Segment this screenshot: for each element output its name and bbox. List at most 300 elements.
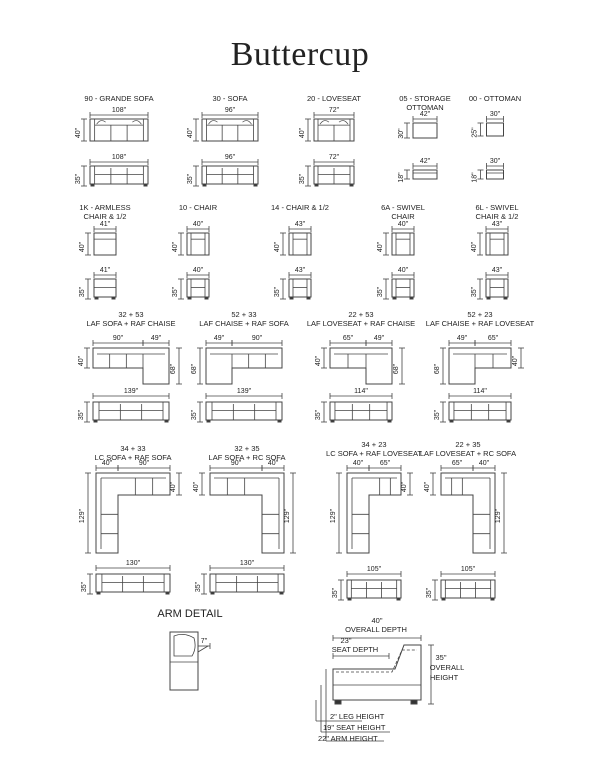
front-view [441, 580, 495, 600]
overall-depth-label: OVERALL DEPTH [345, 625, 407, 634]
piece-label: 52 + 23 [467, 310, 493, 319]
leg [350, 184, 353, 186]
leg-height-label: 2" LEG HEIGHT [330, 712, 385, 721]
piece-label: LAF LOVESEAT + RAF CHAISE [306, 319, 416, 328]
leg [112, 297, 115, 299]
dimension-label: 35" [75, 173, 82, 185]
depth-dimension [79, 279, 91, 299]
height-leaders [316, 669, 390, 743]
dimension-label: 90" [251, 335, 263, 342]
width-dimension [347, 460, 369, 471]
corner-sectional-4 [420, 440, 516, 600]
dimension-label: 40" [193, 481, 200, 493]
dimension-label: 129" [495, 508, 502, 524]
width-dimension [441, 566, 495, 577]
dimension-label: 42" [419, 158, 431, 165]
frame-outline [486, 279, 508, 297]
frame-outline [187, 233, 209, 255]
piece-label: 6L - SWIVEL [475, 203, 519, 212]
dimension-label: 68" [393, 363, 400, 375]
depth-dimension [471, 279, 483, 299]
leg [166, 592, 169, 594]
width-dimension [473, 460, 495, 471]
leg [165, 420, 168, 422]
top-view [330, 348, 392, 384]
front-view [210, 574, 284, 594]
piece-label: LAF CHAISE + RAF LOVESEAT [425, 319, 535, 328]
piece-label: 32 + 35 [234, 444, 260, 453]
front-view [486, 279, 508, 299]
dimension-label: 49" [373, 335, 385, 342]
piece-label: 30 - SOFA [212, 94, 248, 103]
frame-outline [94, 233, 116, 255]
depth-dimension [195, 574, 207, 594]
piece-label: 22 + 53 [348, 310, 374, 319]
depth-dimension [299, 166, 311, 186]
frame-outline [206, 402, 282, 420]
frame-outline [441, 580, 495, 598]
piece-label: 34 + 33 [120, 444, 146, 453]
dimension-label: 105" [460, 566, 476, 573]
dimension-label: 35" [78, 409, 85, 421]
dimension-label: 35" [187, 173, 194, 185]
dimension-label: 18" [398, 172, 405, 183]
front-view [314, 166, 354, 186]
front-view [392, 279, 414, 299]
depth-dimension [315, 402, 327, 422]
leg [144, 184, 147, 186]
dimension-label: 35" [426, 587, 433, 599]
piece-3 [299, 94, 361, 186]
front-view [96, 574, 170, 594]
seat-height-label: 19" SEAT HEIGHT [323, 723, 386, 732]
dimension-label: 40" [267, 460, 279, 467]
front-view [330, 402, 392, 422]
dimension-label: 68" [170, 363, 177, 375]
frame-outline [93, 348, 169, 384]
leg [504, 297, 507, 299]
top-view [90, 119, 148, 141]
dimension-label: 40" [352, 460, 364, 467]
dimension-label: 130" [239, 560, 255, 567]
frame-outline [347, 473, 401, 553]
dimension-label: 35" [299, 173, 306, 185]
width-dimension [90, 154, 148, 165]
top-view [314, 119, 354, 141]
depth-dimension [330, 473, 342, 553]
pillow [243, 121, 252, 125]
overall-height-label: HEIGHT [429, 673, 459, 682]
sectional-3 [307, 310, 415, 422]
front-view [289, 279, 311, 299]
dimension-label: 40" [377, 241, 384, 253]
piece-label: 10 - CHAIR [178, 203, 218, 212]
dimension-label: 40" [274, 241, 281, 253]
width-dimension [366, 335, 392, 346]
leg [290, 297, 293, 299]
seat-depth-label: SEAT DEPTH [331, 645, 379, 654]
dimension-label: 40" [401, 481, 408, 493]
corner-sectional-1 [79, 444, 182, 594]
depth-dimension [398, 170, 410, 183]
dimension-label: 42" [419, 111, 431, 118]
leg [411, 700, 417, 704]
frame-outline [210, 574, 284, 592]
top-view [96, 473, 170, 553]
piece-label: CHAIR [391, 212, 415, 221]
frame-outline [90, 119, 148, 141]
frame-outline [289, 233, 311, 255]
piece-10 [471, 203, 519, 299]
dimension-label: 43" [294, 267, 306, 274]
piece-label: OTTOMAN [406, 103, 444, 112]
dimension-label: 65" [379, 460, 391, 467]
width-dimension [347, 566, 401, 577]
frame-outline [289, 279, 311, 297]
dimension-label: 40" [397, 267, 409, 274]
width-dimension [206, 388, 282, 399]
depth-dimension [78, 348, 90, 368]
leg [442, 598, 445, 600]
front-view [94, 279, 116, 299]
depth-dimension [471, 233, 483, 255]
piece-label: 52 + 33 [231, 310, 257, 319]
frame-outline [486, 233, 508, 255]
piece-label: LAF LOVESEAT + RC SOFA [419, 449, 517, 458]
piece-label: 32 + 53 [118, 310, 144, 319]
dimension-label: 129" [284, 508, 291, 524]
leg [188, 297, 191, 299]
depth-dimension [191, 402, 203, 422]
pillow [320, 121, 329, 125]
piece-label: 90 - GRANDE SOFA [84, 94, 154, 103]
width-dimension [187, 267, 209, 278]
dimension-label: 90" [112, 335, 124, 342]
frame-outline [413, 123, 437, 138]
dimension-label: 18" [471, 172, 479, 183]
leg [203, 184, 206, 186]
dimension-label: 65" [451, 460, 463, 467]
dimension-label: 72" [328, 107, 340, 114]
frame-outline [93, 402, 169, 420]
depth-dimension [472, 123, 484, 138]
depth-dimension [78, 402, 90, 422]
frame-outline [330, 402, 392, 420]
piece-label: LC SOFA + RAF SOFA [94, 453, 172, 462]
leg [348, 598, 351, 600]
dimension-label: 90" [230, 460, 242, 467]
piece-label: 00 - OTTOMAN [468, 94, 522, 103]
width-dimension [413, 158, 437, 169]
frame-outline [392, 279, 414, 297]
depth-dimension [426, 580, 438, 600]
leg [97, 592, 100, 594]
width-dimension [486, 221, 508, 232]
front-view [90, 166, 148, 186]
sectional-2 [191, 310, 289, 422]
piece-8 [271, 203, 329, 299]
dimension-label: 65" [342, 335, 354, 342]
piece-label: CHAIR & 1/2 [83, 212, 127, 221]
piece-4 [398, 94, 451, 183]
front-view [487, 170, 504, 179]
dimension-label: 40" [172, 241, 179, 253]
depth-dimension [193, 473, 205, 495]
corner-sectional-3 [326, 440, 422, 600]
top-view [202, 119, 258, 141]
dimension-label: 105" [366, 566, 382, 573]
depth-dimension [424, 473, 436, 495]
frame-outline [206, 348, 282, 384]
front-view [449, 402, 511, 422]
dimension-label: 43" [294, 221, 306, 228]
dimension-label: 72" [328, 154, 340, 161]
width-dimension [487, 158, 504, 169]
overall-depth-value: 40" [371, 616, 383, 625]
leg [315, 184, 318, 186]
leg [95, 297, 98, 299]
frame-outline [449, 402, 511, 420]
leg [280, 592, 283, 594]
piece-label: 14 - CHAIR & 1/2 [271, 203, 329, 212]
leg [450, 420, 453, 422]
leg [254, 184, 257, 186]
front-view [347, 580, 401, 600]
leg [307, 297, 310, 299]
dimension-label: 40" [471, 241, 478, 253]
width-dimension [487, 111, 504, 122]
depth-dimension [274, 279, 286, 299]
depth-dimension [299, 119, 311, 141]
width-dimension [314, 154, 354, 165]
leg [331, 420, 334, 422]
frame-outline [202, 166, 258, 184]
front-view [202, 166, 258, 186]
dimension-label: 35" [377, 286, 384, 298]
frame-outline [94, 279, 116, 297]
piece-label: LAF CHAISE + RAF SOFA [199, 319, 289, 328]
width-dimension [392, 221, 414, 232]
piece-2 [187, 94, 258, 186]
depth-dimension [75, 119, 87, 141]
dimension-label: 49" [213, 335, 225, 342]
top-view [210, 473, 284, 553]
depth-dimension [377, 233, 389, 255]
width-dimension [330, 388, 392, 399]
dimension-label: 40" [187, 127, 194, 139]
width-dimension [143, 335, 169, 346]
leg [397, 598, 400, 600]
dimension-label: 40" [424, 481, 431, 493]
depth-dimension [512, 348, 524, 368]
width-dimension [94, 267, 116, 278]
dimension-label: 25" [471, 127, 479, 138]
width-dimension [413, 111, 437, 122]
dimension-label: 40" [170, 481, 177, 493]
front-view [187, 279, 209, 299]
dimension-label: 30" [489, 111, 501, 118]
piece-7 [172, 203, 218, 299]
dimension-label: 40" [315, 355, 322, 367]
top-view [486, 233, 508, 255]
dimension-label: 35" [81, 581, 88, 593]
front-view [413, 170, 437, 179]
dimension-label: 35" [471, 286, 478, 298]
width-dimension [94, 221, 116, 232]
top-view [187, 233, 209, 255]
width-dimension [392, 267, 414, 278]
dimension-label: 41" [99, 267, 111, 274]
dimension-label: 65" [487, 335, 499, 342]
dimension-label: 40" [299, 127, 306, 139]
width-dimension [486, 267, 508, 278]
dimension-label: 130" [125, 560, 141, 567]
arm-detail [157, 608, 222, 690]
dimension-label: 40" [78, 355, 85, 367]
leg [335, 700, 341, 704]
width-dimension [93, 335, 143, 346]
width-dimension [96, 560, 170, 571]
frame-outline [413, 170, 437, 179]
depth-dimension [284, 473, 296, 553]
width-dimension [206, 335, 232, 346]
depth-dimension [332, 580, 344, 600]
frame-outline [210, 473, 284, 553]
page-title: Buttercup [230, 36, 370, 73]
dimension-label: 35" [274, 286, 281, 298]
piece-6 [79, 203, 131, 299]
frame-outline [449, 348, 511, 384]
dimension-label: 90" [138, 460, 150, 467]
leg [205, 297, 208, 299]
piece-label: 34 + 23 [361, 440, 387, 449]
depth-dimension [398, 123, 410, 139]
dimension-label: 40" [75, 127, 82, 139]
pillow [97, 121, 106, 125]
arm-detail-title: ARM DETAIL [157, 608, 223, 620]
piece-label: CHAIR & 1/2 [475, 212, 519, 221]
top-view [289, 233, 311, 255]
front-view [93, 402, 169, 422]
leg [491, 598, 494, 600]
dimension-label: 108" [111, 154, 127, 161]
dimension-label: 35" [79, 286, 86, 298]
corner-sectional-2 [193, 444, 296, 594]
depth-dimension [377, 279, 389, 299]
piece-5 [469, 94, 521, 183]
width-dimension [210, 560, 284, 571]
dimension-label: 49" [150, 335, 162, 342]
frame-outline [487, 123, 504, 136]
piece-label: LAF SOFA + RAF CHAISE [86, 319, 176, 328]
sectional-4 [426, 310, 535, 422]
top-view [347, 473, 401, 553]
frame-outline [392, 233, 414, 255]
dimension-label: 43" [491, 221, 503, 228]
top-view [449, 348, 511, 384]
width-dimension [449, 335, 475, 346]
piece-label: 1K - ARMLESS [79, 203, 131, 212]
top-view [93, 348, 169, 384]
frame-outline [96, 473, 170, 553]
leg [487, 297, 490, 299]
dimension-label: 35" [195, 581, 202, 593]
top-view [206, 348, 282, 384]
depth-dimension [187, 166, 199, 186]
dimension-label: 43" [491, 267, 503, 274]
dimension-label: 7" [200, 638, 208, 645]
leg [393, 297, 396, 299]
sectional-1 [78, 310, 182, 422]
dimension-label: 35" [172, 286, 179, 298]
leg [507, 420, 510, 422]
width-dimension [289, 267, 311, 278]
width-dimension [90, 107, 148, 118]
dimension-label: 129" [330, 508, 337, 524]
dimension-label: 40" [192, 267, 204, 274]
frame-outline [90, 166, 148, 184]
dimension-label: 40" [101, 460, 113, 467]
frame-outline [347, 580, 401, 598]
pillow [132, 121, 141, 125]
frame-outline [487, 170, 504, 179]
piece-9 [377, 203, 425, 299]
leg [211, 592, 214, 594]
depth-dimension [401, 473, 413, 495]
dimension-label: 35" [315, 409, 322, 421]
leg [207, 420, 210, 422]
depth-dimension [393, 348, 405, 384]
top-view [94, 233, 116, 255]
piece-1 [75, 94, 154, 186]
width-dimension [187, 221, 209, 232]
dimension-label: 40" [79, 241, 86, 253]
depth-dimension [495, 473, 507, 553]
frame-outline [441, 473, 495, 553]
depth-dimension [191, 348, 203, 384]
overall-height-label: OVERALL [429, 663, 465, 672]
dimension-label: 49" [456, 335, 468, 342]
width-dimension [232, 335, 282, 346]
depth-dimension [172, 233, 184, 255]
pillow [339, 121, 348, 125]
depth-dimension [434, 402, 446, 422]
dimension-label: 114" [354, 388, 368, 395]
piece-label: LC SOFA + RAF LOVESEAT [326, 449, 422, 458]
frame-outline [96, 574, 170, 592]
top-view [413, 123, 437, 138]
dimension-label: 96" [224, 107, 236, 114]
dimension-label: 139" [123, 388, 139, 395]
depth-dimension [187, 119, 199, 141]
dimension-label: 40" [192, 221, 204, 228]
seat-depth-value: 23" [340, 636, 352, 645]
top-view [392, 233, 414, 255]
piece-label: 20 - LOVESEAT [306, 94, 362, 103]
top-view [487, 123, 504, 136]
depth-dimension [79, 233, 91, 255]
frame-outline [187, 279, 209, 297]
arm-cushion [174, 634, 195, 656]
dimension-label: 35" [434, 409, 441, 421]
depth-dimension [172, 279, 184, 299]
pillow [208, 121, 217, 125]
leg [410, 297, 413, 299]
overall-height-value: 35" [435, 653, 447, 662]
piece-label: 6A - SWIVEL [381, 203, 425, 212]
dimension-label: 40" [478, 460, 490, 467]
depth-dimension [79, 473, 91, 553]
